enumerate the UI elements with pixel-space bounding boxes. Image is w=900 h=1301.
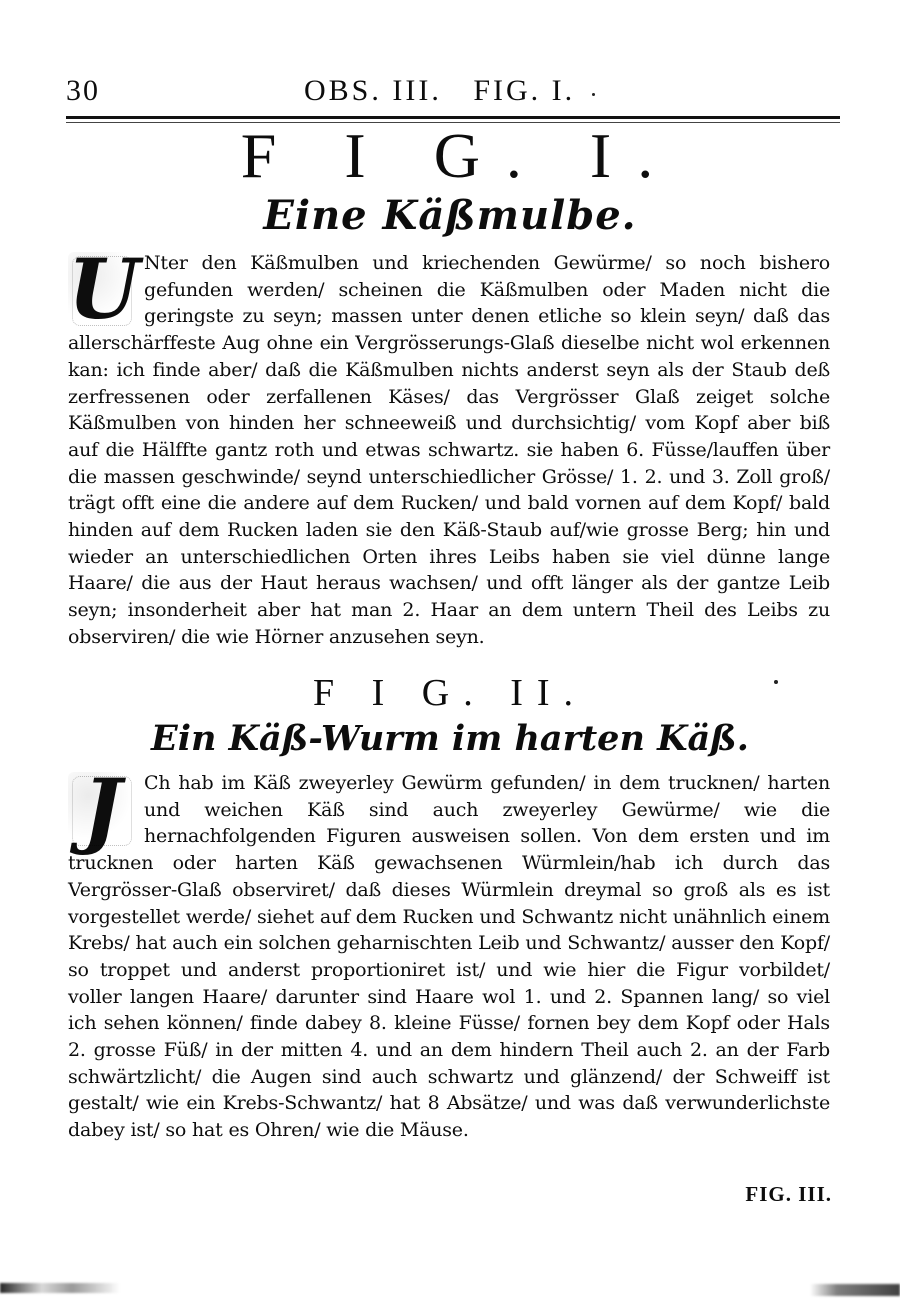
figure-1-paragraph xyxy=(68,242,830,651)
figure-1-heading: F I G. I. xyxy=(240,120,680,191)
scan-smudge-left xyxy=(0,1283,120,1293)
ink-speck xyxy=(774,680,778,684)
figure-1-subtitle: Eine Käßmulbe. xyxy=(263,192,637,239)
header-rule xyxy=(66,116,840,119)
figure-2-subtitle: Ein Käß-Wurm im harten Käß. xyxy=(151,718,749,759)
figure-2-paragraph xyxy=(68,762,830,1144)
figure-2-heading: F I G. II. xyxy=(312,672,588,714)
ink-speck xyxy=(592,93,595,96)
running-head xyxy=(66,74,840,114)
figure-1-text: Nter den Käßmulben und kriechenden Gewürme/ so noch bishero gefunden werden/ scheinen die Käßmulben oder Maden nicht die geringste zu seyn; massen unter denen etliche so klein seyn/ daß das allerschärffeste Aug ohne ein Vergrösserungs-Glaß dieselbe nicht wol erkennen kan: ich finde aber/ daß die Käßmulben nichts anderst seyn als der Staub deß zerfressenen oder zerfallenen Käses/ das Vergrösser Glaß zeiget solche Käßmulben von hinden her schneeweiß und durchsichtig/ vom Kopf aber biß auf die Hälffte gantz roth und etwas schwartz. sie haben 6. Füsse/lauffen über die massen geschwinde/ seynd unterschiedlicher Grösse/ 1. 2. und 3. Zoll groß/ trägt offt eine die andere auf dem Rucken/ und bald vornen auf dem Kopf/ bald hinden auf dem Rucken laden sie den Käß-Staub auf/wie grosse Berg; hin und wieder an unterschiedlichen Orten ihres Leibs haben sie viel dünne lange Haare/ die aus der Haut heraus wachsen/ und offt länger als der gantze Leib seyn; insonderheit aber hat man 2. Haar an dem untern Theil des Leibs zu observiren/ die wie Hörner anzusehen seyn. xyxy=(68,252,830,648)
scan-smudge-right xyxy=(810,1284,900,1296)
figure-2-dropcap: J xyxy=(68,772,136,850)
catchword: FIG. III. xyxy=(745,1182,832,1206)
figure-1-dropcap: U xyxy=(68,242,140,338)
page-number: 30 xyxy=(66,74,100,107)
figure-2-text: Ch hab im Käß zweyerley Gewürm gefunden/ in dem trucknen/ harten und weichen Käß sind auch zweyerley Gewürme/ wie die hernachfolgenden Figuren ausweisen sollen. Von dem ersten und im trucknen oder harten Käß gewachsenen Würmlein/hab ich durch das Vergrösser-Glaß observiret/ daß dieses Würmlein dreymal so groß als es ist vorgestellet werde/ siehet auf dem Rucken und Schwantz nicht unähnlich einem Krebs/ hat auch ein solchen geharnischten Leib und Schwantz/ ausser den Kopf/ so troppet und anderst proportioniret ist/ und wie hier die Figur vorbildet/ voller langen Haare/ darunter sind Haare wol 1. und 2. Spannen lang/ so viel ich sehen können/ finde dabey 8. kleine Füsse/ fornen bey dem Kopf oder Hals 2. grosse Füß/ in der mitten 4. und an dem hindern Theil auch 2. an der Farb schwärtzlicht/ die Augen sind auch schwartz und glänzend/ der Schweiff ist gestalt/ wie ein Krebs-Schwantz/ hat 8 Absätze/ und was daß verwunderlichste dabey ist/ so hat es Ohren/ wie die Mäuse. xyxy=(68,772,830,1142)
running-head-title: OBS. III. FIG. I. xyxy=(304,74,576,107)
